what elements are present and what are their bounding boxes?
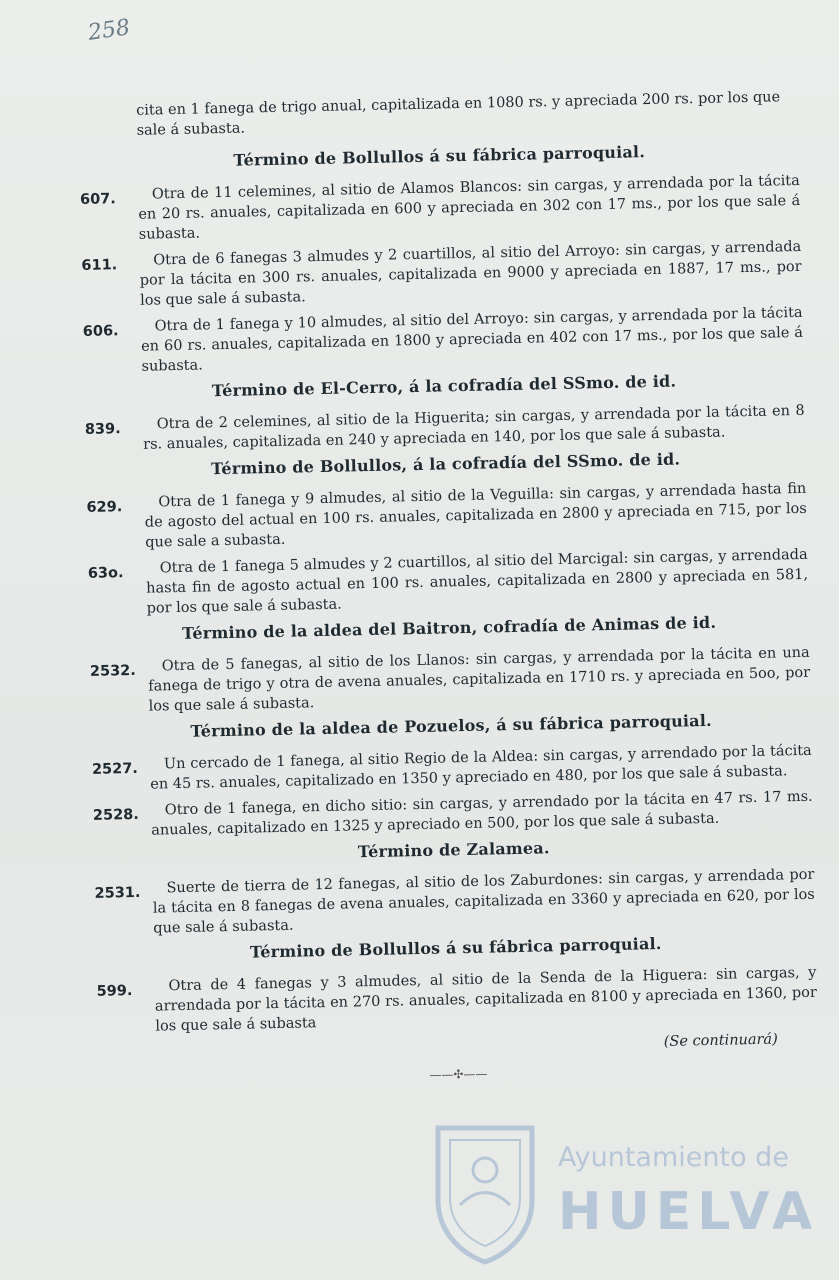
entry-row <box>90 643 811 718</box>
entry-text: Un cercado de 1 fanega, al sitio Regio de la Aldea: sin cargas, y arrendado por la tácita en 45 rs. anuales, capitalizado en 1350 y apreciado en 480, por los que sale á subasta. <box>150 742 812 793</box>
entry-text: Otra de 1 fanega y 10 almudes, al sitio del Arroyo: sin cargas, y arrendada por la tácita en 60 rs. anuales, capitalizada en 1800 y apreciada en 402 con 17 ms., por los que sale á subasta. <box>140 304 804 375</box>
watermark-line2: HUELVA <box>558 1182 819 1242</box>
entry-number: 839. <box>84 421 121 438</box>
sections-container <box>79 139 817 1038</box>
section-heading: Término de Bollullos á su fábrica parroquial. <box>249 933 662 962</box>
entry-row <box>94 865 815 940</box>
entry-number: 2528. <box>92 806 139 824</box>
entry-text: Otra de 2 celemines, al sitio de la Higuerita; sin cargas, y arrendada por la tácita en 8 rs. anuales, capitalizada en 240 y apreciada en 140, por los que sale á subasta. <box>143 402 805 453</box>
continuation-note: (Se continuará) <box>663 1031 778 1050</box>
entry-number: 629. <box>86 499 123 516</box>
entry-row <box>81 237 802 312</box>
section-heading: Término de la aldea de Pozuelos, á su fábrica parroquial. <box>190 710 713 741</box>
entry-row <box>86 479 807 554</box>
entry-number: 2527. <box>91 760 139 778</box>
entry-text: Otra de 4 fanegas y 3 almudes, al sitio de la Senda de la Higuera: sin cargas, y arrendada por la tácita en 270 rs. anuales, capitalizada en 8100 y apreciada en 1360, por los que sale á subasta <box>154 964 817 1035</box>
entry-row <box>80 171 801 246</box>
coat-of-arms-icon <box>430 1120 540 1265</box>
entry-text: Otra de 5 fanegas, al sitio de los Llanos: sin cargas, y arrendada por la tácita en una fanega de trigo y otra de avena anuales, capitalizada en 1710 rs. y apreciada en 5oo, por los que sale á subasta. <box>148 644 811 715</box>
entry-text: Otra de 1 fanega 5 almudes y 2 cuartillos, al sitio del Marcigal: sin cargas, y arrendada hasta fin de agosto actual en 100 rs. anuales, capitalizada en 2800 y apreciada en 581, por los que sale á subasta. <box>146 546 809 617</box>
entry-row <box>83 303 804 378</box>
ayuntamiento-watermark <box>430 1120 830 1270</box>
section-heading: Término de El-Cerro, á la cofradía del SSmo. de id. <box>211 371 677 401</box>
page-number: 258 <box>86 15 132 46</box>
entry-row <box>88 545 809 620</box>
document-text <box>78 87 819 1092</box>
entry-row <box>96 963 817 1038</box>
intro-paragraph: cita en 1 fanega de trigo anual, capitalizada en 1080 rs. y apreciada 200 rs. por los que sale á subasta. <box>136 89 781 139</box>
entry-number: 611. <box>81 257 118 274</box>
entry-number: 63o. <box>87 565 124 582</box>
entry-number: 606. <box>82 323 119 340</box>
entry-number: 2532. <box>89 662 136 680</box>
entry-text: Otra de 6 fanegas 3 almudes y 2 cuartillos, al sitio del Arroyo: sin cargas, y arrendada por la tácita en 300 rs. anuales, capitalizada en 9000 y apreciada en 1887, 17 ms., por los que sale á subasta. <box>139 238 802 309</box>
entry-text: Otra de 11 celemines, al sitio de Alamos Blancos: sin cargas, y arrendada por la tácita en 20 rs. anuales, capitalizada en 600 y apreciada en 302 con 17 ms., por los que sale á subasta. <box>138 172 801 243</box>
entry-row <box>92 741 813 796</box>
section-heading: Término de la aldea del Baitron, cofradía de Animas de id. <box>181 612 717 643</box>
entry-row <box>93 787 814 842</box>
section-heading: Término de Zalamea. <box>357 838 550 862</box>
section-heading: Término de Bollullos á su fábrica parroquial. <box>233 142 646 170</box>
entry-text: Otro de 1 fanega, en dicho sitio: sin cargas, y arrendado por la tácita en 47 rs. 17 ms. anuales, capitalizado en 1325 y apreciado en 500, por los que sale á subasta. <box>151 788 813 839</box>
section-heading: Término de Bollullos, á la cofradía del SSmo. de id. <box>210 449 681 479</box>
ornament-divider: ——✣—— <box>429 1066 488 1082</box>
watermark-line1: Ayuntamiento de <box>558 1142 789 1173</box>
entry-text: Suerte de tierra de 12 fanegas, al sitio de los Zaburdones: sin cargas, y arrendada por la tácita en 8 fanegas de avena anuales, capitalizada en 3360 y apreciada en 620, por los que sale á subasta. <box>152 866 815 937</box>
entry-number: 2531. <box>94 884 141 902</box>
entry-number: 607. <box>79 191 116 208</box>
entry-row <box>85 401 806 456</box>
entry-text: Otra de 1 fanega y 9 almudes, al sitio de la Veguilla: sin cargas, y arrendada hasta fin de agosto del actual en 100 rs. anuales, capitalizada en 2800 y apreciada en 715, por los que sale a subasta. <box>144 480 807 551</box>
entry-number: 599. <box>96 983 133 1000</box>
